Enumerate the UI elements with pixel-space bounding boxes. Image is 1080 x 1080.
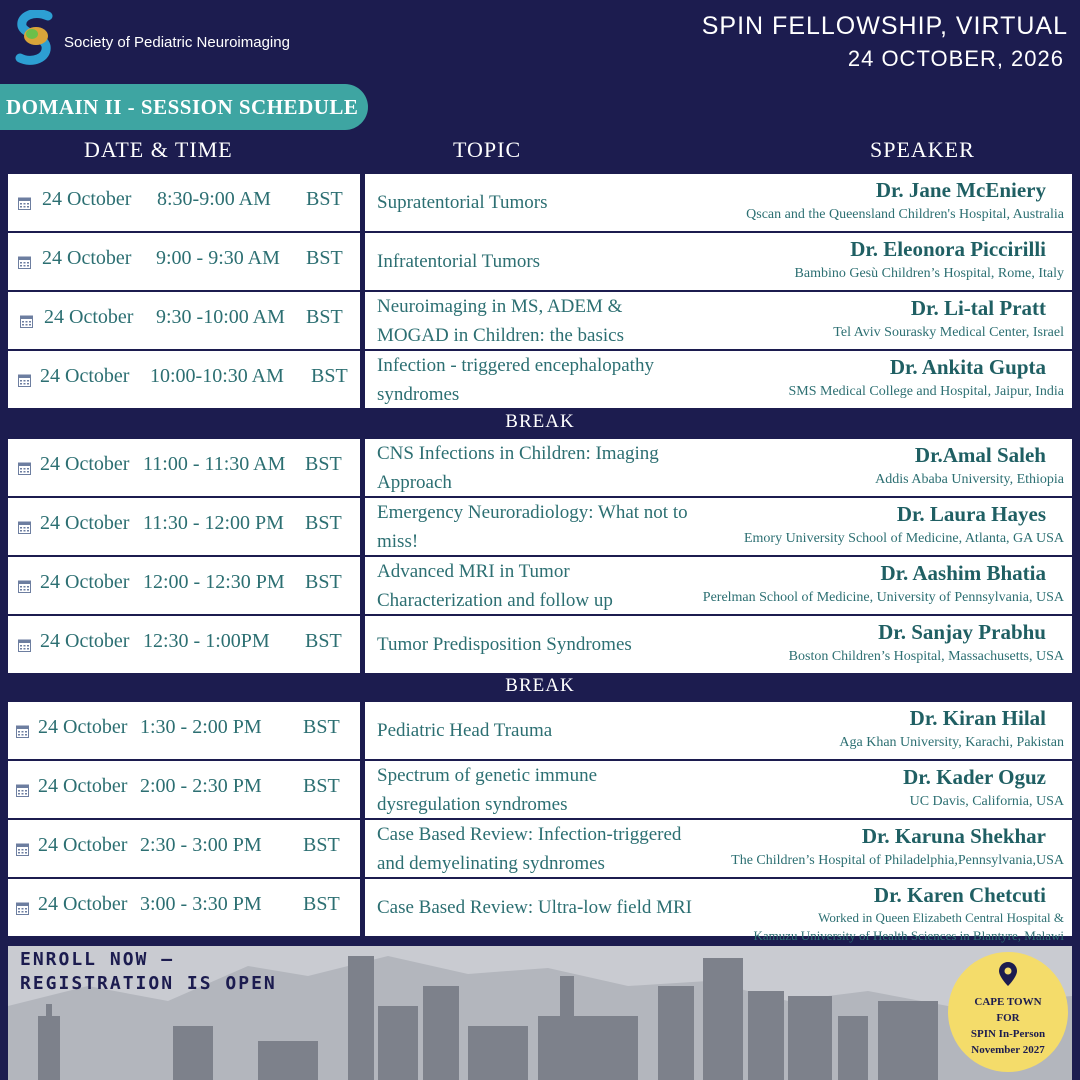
schedule-row <box>0 233 1080 290</box>
schedule-row <box>0 879 1080 943</box>
calendar-icon <box>20 314 33 328</box>
session-day: 24 October <box>38 716 128 738</box>
datetime-cell <box>8 702 360 759</box>
session-timezone: BST <box>305 453 342 475</box>
calendar-icon <box>18 461 31 475</box>
schedule-row <box>0 761 1080 818</box>
topic-speaker-cell <box>365 616 1072 673</box>
column-header-datetime: DATE & TIME <box>84 137 233 162</box>
session-timezone: BST <box>306 188 343 210</box>
topic-speaker-cell <box>365 439 1072 496</box>
calendar-icon <box>16 842 29 856</box>
event-title: SPIN FELLOWSHIP, VIRTUAL <box>701 12 1068 40</box>
schedule-row <box>0 702 1080 759</box>
speaker-affiliation: UC Davis, California, USA <box>909 794 1064 809</box>
datetime-cell <box>8 557 360 614</box>
datetime-cell <box>8 761 360 818</box>
session-day: 24 October <box>38 893 128 915</box>
datetime-cell <box>8 292 360 349</box>
schedule-row <box>0 498 1080 555</box>
session-day: 24 October <box>42 247 132 269</box>
schedule-row <box>0 820 1080 877</box>
session-topic: Infratentorial Tumors <box>377 251 541 272</box>
schedule-row <box>0 174 1080 231</box>
session-time: 12:30 - 1:00PM <box>143 630 270 652</box>
schedule-row <box>0 439 1080 496</box>
column-header-speaker: SPEAKER <box>870 137 975 162</box>
speaker-affiliation <box>754 909 1064 945</box>
affiliation-line: Worked in Queen Elizabeth Central Hospital & <box>818 910 1064 925</box>
session-time: 10:00-10:30 AM <box>150 365 284 387</box>
footer-banner <box>8 946 1072 1080</box>
calendar-icon <box>16 783 29 797</box>
session-day: 24 October <box>40 571 130 593</box>
session-day: 24 October <box>40 630 130 652</box>
calendar-icon <box>18 579 31 593</box>
datetime-cell <box>8 498 360 555</box>
session-topic: CNS Infections in Children: Imaging Approach <box>377 442 659 493</box>
schedule-row <box>0 351 1080 408</box>
session-time: 3:00 - 3:30 PM <box>140 893 262 915</box>
speaker-name: Dr. Karuna Shekhar <box>861 824 1046 848</box>
topic-speaker-cell <box>365 761 1072 818</box>
break-label: BREAK <box>505 675 575 696</box>
speaker-name: Dr. Sanjay Prabhu <box>878 620 1046 644</box>
datetime-cell <box>8 439 360 496</box>
session-day: 24 October <box>38 834 128 856</box>
session-timezone: BST <box>305 630 342 652</box>
schedule-row <box>0 292 1080 349</box>
calendar-icon <box>18 520 31 534</box>
calendar-icon <box>18 638 31 652</box>
speaker-affiliation: Perelman School of Medicine, University of Pennsylvania, USA <box>702 590 1064 605</box>
spin-logo <box>14 10 56 66</box>
session-timezone: BST <box>303 775 340 797</box>
speaker-name: Dr. Eleonora Piccirilli <box>850 237 1046 261</box>
session-time: 11:30 - 12:00 PM <box>143 512 284 534</box>
session-timezone: BST <box>305 571 342 593</box>
speaker-affiliation: Addis Ababa University, Ethiopia <box>875 472 1064 487</box>
topic-speaker-cell <box>365 557 1072 614</box>
session-topic: Advanced MRI in Tumor Characterization and follow up <box>377 560 613 611</box>
session-time: 11:00 - 11:30 AM <box>143 453 286 475</box>
session-time: 9:30 -10:00 AM <box>156 306 285 328</box>
column-header-topic: TOPIC <box>453 137 522 162</box>
session-time: 9:00 - 9:30 AM <box>156 247 280 269</box>
schedule-row <box>0 557 1080 614</box>
session-timezone: BST <box>303 893 340 915</box>
calendar-icon <box>18 255 31 269</box>
topic-speaker-cell <box>365 820 1072 877</box>
speaker-affiliation: Emory University School of Medicine, Atlanta, GA USA <box>743 531 1064 546</box>
session-day: 24 October <box>40 453 130 475</box>
schedule-row <box>0 616 1080 673</box>
session-time: 2:30 - 3:00 PM <box>140 834 262 856</box>
org-name: Society of Pediatric Neuroimaging <box>64 34 290 51</box>
session-topic: Emergency Neuroradiology: What not to miss! <box>377 501 688 552</box>
session-timezone: BST <box>305 512 342 534</box>
calendar-icon <box>16 901 29 915</box>
break-label: BREAK <box>505 411 575 432</box>
topic-speaker-cell <box>365 233 1072 290</box>
speaker-name: Dr. Karen Chetcuti <box>873 883 1046 907</box>
affiliation-line: Kamuzu University of Health Sciences in Blantyre, Malawi <box>753 928 1064 943</box>
session-topic: Case Based Review: Infection-triggered and demyelinating sydnromes <box>377 823 682 874</box>
speaker-affiliation: Qscan and the Queensland Children's Hospital, Australia <box>746 207 1064 222</box>
badge-line: November 2027 <box>971 1044 1045 1056</box>
speaker-name: Dr. Li-tal Pratt <box>910 296 1046 320</box>
session-day: 24 October <box>40 512 130 534</box>
cape-town-badge <box>948 952 1068 1072</box>
speaker-affiliation: The Children’s Hospital of Philadelphia,Pennsylvania,USA <box>731 853 1064 868</box>
session-day: 24 October <box>44 306 134 328</box>
section-title: DOMAIN II - SESSION SCHEDULE <box>0 84 368 130</box>
session-time: 8:30-9:00 AM <box>157 188 271 210</box>
speaker-affiliation: SMS Medical College and Hospital, Jaipur, India <box>788 384 1064 399</box>
topic-speaker-cell <box>365 498 1072 555</box>
session-topic: Neuroimaging in MS, ADEM & MOGAD in Children: the basics <box>377 295 624 346</box>
calendar-icon <box>18 373 31 387</box>
calendar-icon <box>16 724 29 738</box>
session-day: 24 October <box>40 365 130 387</box>
session-topic: Infection - triggered encephalopathy syndromes <box>377 354 654 405</box>
session-topic: Pediatric Head Trauma <box>377 720 553 741</box>
speaker-name: Dr. Laura Hayes <box>896 502 1046 526</box>
badge-line: SPIN In-Person <box>970 1028 1046 1040</box>
topic-speaker-cell <box>365 174 1072 231</box>
session-time: 1:30 - 2:00 PM <box>140 716 262 738</box>
speaker-name: Dr. Kader Oguz <box>903 765 1046 789</box>
badge-line: CAPE TOWN <box>974 996 1042 1008</box>
datetime-cell <box>8 174 360 231</box>
session-topic: Tumor Predisposition Syndromes <box>377 634 632 655</box>
datetime-cell <box>8 820 360 877</box>
datetime-cell <box>8 616 360 673</box>
topic-speaker-cell <box>365 702 1072 759</box>
session-day: 24 October <box>42 188 132 210</box>
speaker-name: Dr. Jane McEniery <box>875 178 1046 202</box>
session-time: 2:00 - 2:30 PM <box>140 775 262 797</box>
speaker-affiliation: Bambino Gesù Children’s Hospital, Rome, Italy <box>794 266 1064 281</box>
session-topic: Case Based Review: Ultra-low field MRI <box>377 897 693 918</box>
location-pin-icon <box>999 962 1017 986</box>
session-timezone: BST <box>306 306 343 328</box>
speaker-name: Dr.Amal Saleh <box>914 443 1046 467</box>
topic-speaker-cell <box>365 879 1072 943</box>
speaker-name: Dr. Aashim Bhatia <box>880 561 1046 585</box>
speaker-affiliation: Tel Aviv Sourasky Medical Center, Israel <box>833 325 1064 340</box>
calendar-icon <box>18 196 31 210</box>
session-timezone: BST <box>303 834 340 856</box>
speaker-name: Dr. Ankita Gupta <box>889 355 1046 379</box>
session-time: 12:00 - 12:30 PM <box>143 571 285 593</box>
topic-speaker-cell <box>365 351 1072 408</box>
speaker-affiliation: Boston Children’s Hospital, Massachusetts, USA <box>788 649 1064 664</box>
header <box>0 0 1080 90</box>
session-day: 24 October <box>38 775 128 797</box>
badge-line: FOR <box>996 1012 1020 1024</box>
session-topic: Supratentorial Tumors <box>377 192 548 213</box>
speaker-name: Dr. Kiran Hilal <box>909 706 1046 730</box>
session-timezone: BST <box>306 247 343 269</box>
enroll-line: REGISTRATION IS OPEN <box>20 973 277 994</box>
event-date: 24 OCTOBER, 2026 <box>847 46 1064 71</box>
session-timezone: BST <box>303 716 340 738</box>
topic-speaker-cell <box>365 292 1072 349</box>
datetime-cell <box>8 351 360 408</box>
session-timezone: BST <box>311 365 348 387</box>
datetime-cell <box>8 879 360 936</box>
enroll-line: ENROLL NOW – <box>20 949 175 970</box>
speaker-affiliation: Aga Khan University, Karachi, Pakistan <box>839 735 1064 750</box>
session-topic: Spectrum of genetic immune dysregulation syndromes <box>377 764 598 815</box>
datetime-cell <box>8 233 360 290</box>
